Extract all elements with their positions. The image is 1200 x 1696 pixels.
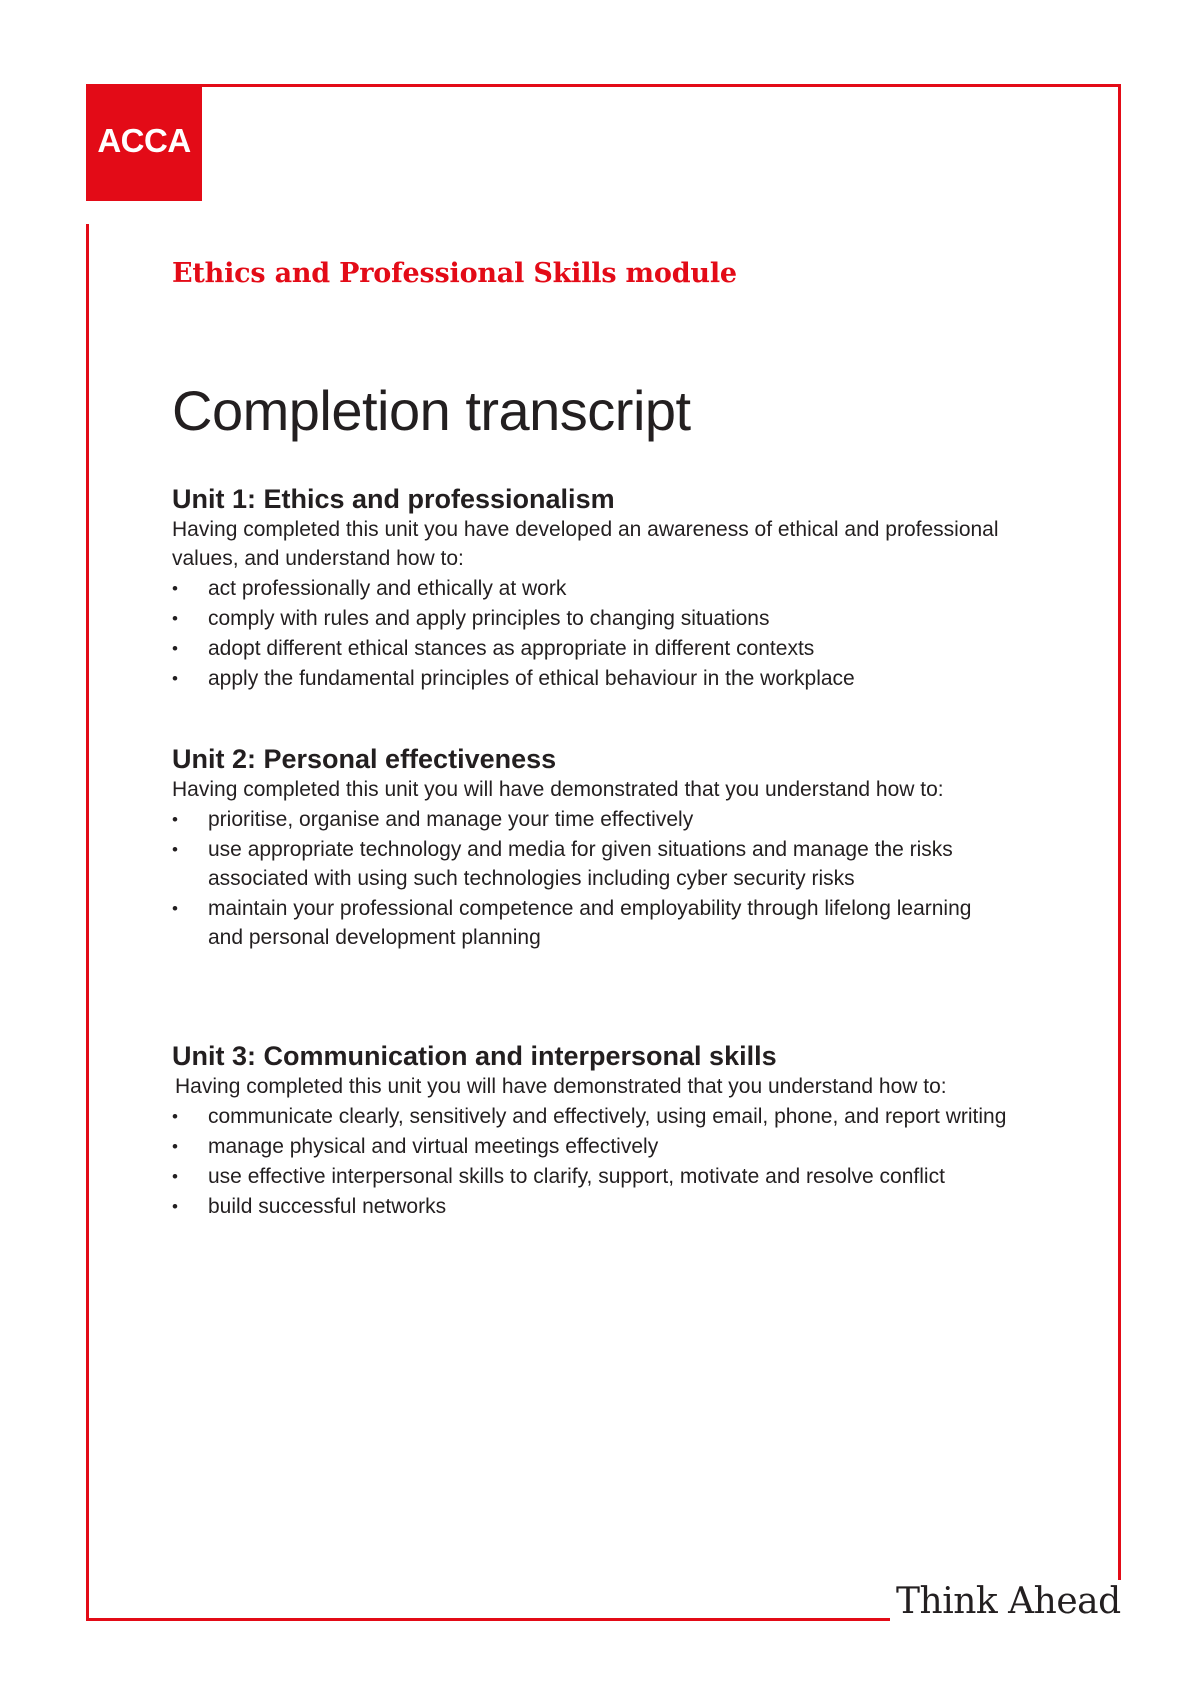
list-item xyxy=(172,1132,1052,1161)
tagline: Think Ahead xyxy=(896,1581,1121,1622)
frame-right-border xyxy=(1118,84,1121,1580)
list-item xyxy=(172,664,1052,693)
list-item-text: apply the fundamental principles of ethical behaviour in the workplace xyxy=(208,667,855,690)
list-item-text: maintain your professional competence and employability through lifelong learning and personal development planning xyxy=(208,897,972,949)
unit-section xyxy=(172,743,1052,952)
unit-bullet-list xyxy=(172,574,1052,693)
list-item-text: manage physical and virtual meetings effectively xyxy=(208,1135,659,1158)
list-item xyxy=(172,835,1052,893)
unit-section xyxy=(172,483,1052,693)
unit-heading: Unit 1: Ethics and professionalism xyxy=(172,484,615,514)
list-item xyxy=(172,1162,1052,1191)
list-item-text: use appropriate technology and media for given situations and manage the risks associated with using such technologies including cyber security risks xyxy=(208,838,953,890)
list-item-text: communicate clearly, sensitively and effectively, using email, phone, and report writing xyxy=(208,1105,1007,1128)
bullet-icon: • xyxy=(172,899,178,918)
list-item-text: use effective interpersonal skills to clarify, support, motivate and resolve conflict xyxy=(208,1165,945,1188)
bullet-icon: • xyxy=(172,639,178,658)
list-item xyxy=(172,604,1052,633)
unit-heading: Unit 3: Communication and interpersonal skills xyxy=(172,1041,777,1071)
unit-heading: Unit 2: Personal effectiveness xyxy=(172,744,557,774)
unit-intro: Having completed this unit you will have demonstrated that you understand how to: xyxy=(175,1075,947,1098)
list-item xyxy=(172,634,1052,663)
logo-text: ACCA xyxy=(97,121,191,159)
bullet-icon: • xyxy=(172,579,178,598)
list-item xyxy=(172,805,1052,834)
frame-left-border xyxy=(86,224,89,1621)
bullet-icon: • xyxy=(172,1167,178,1186)
bullet-icon: • xyxy=(172,810,178,829)
list-item xyxy=(172,1102,1052,1131)
acca-logo xyxy=(86,84,202,201)
page-title: Completion transcript xyxy=(172,379,691,442)
list-item-text: prioritise, organise and manage your time effectively xyxy=(208,808,694,831)
unit-bullet-list xyxy=(172,805,1052,952)
unit-bullet-list xyxy=(172,1102,1052,1221)
module-title: Ethics and Professional Skills module xyxy=(172,258,737,289)
unit-intro: Having completed this unit you have developed an awareness of ethical and professional values, and understand how to: xyxy=(172,518,999,570)
bullet-icon: • xyxy=(172,669,178,688)
bullet-icon: • xyxy=(172,1107,178,1126)
list-item-text: comply with rules and apply principles to changing situations xyxy=(208,607,770,630)
bullet-icon: • xyxy=(172,840,178,859)
bullet-icon: • xyxy=(172,1197,178,1216)
unit-section xyxy=(172,1040,1052,1221)
frame-bottom-border xyxy=(86,1618,890,1621)
list-item xyxy=(172,574,1052,603)
unit-intro: Having completed this unit you will have demonstrated that you understand how to: xyxy=(172,778,944,801)
list-item xyxy=(172,1192,1052,1221)
list-item-text: adopt different ethical stances as appropriate in different contexts xyxy=(208,637,815,660)
bullet-icon: • xyxy=(172,609,178,628)
bullet-icon: • xyxy=(172,1137,178,1156)
list-item xyxy=(172,894,1052,952)
list-item-text: act professionally and ethically at work xyxy=(208,577,567,600)
list-item-text: build successful networks xyxy=(208,1195,447,1218)
frame-top-border xyxy=(200,84,1121,87)
